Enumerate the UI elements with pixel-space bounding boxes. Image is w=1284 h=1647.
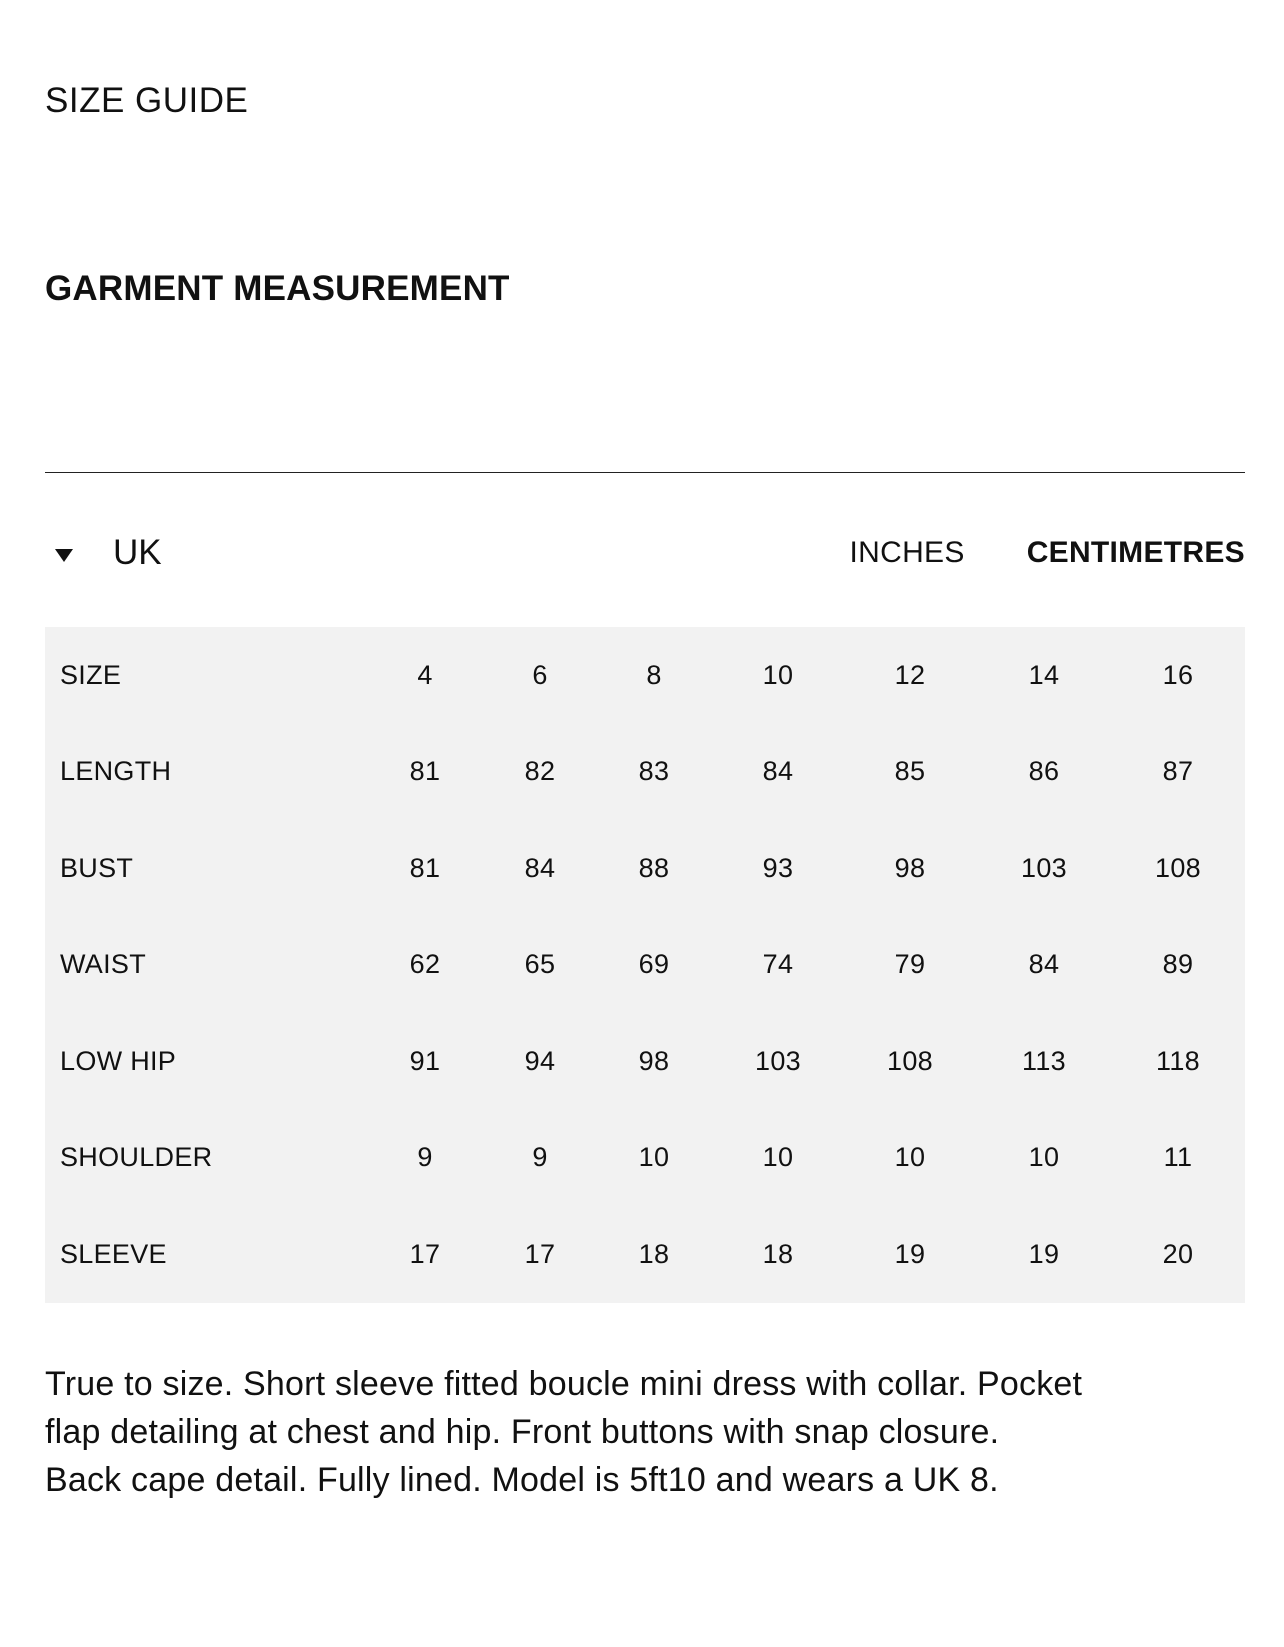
table-cell: 84 [524,852,556,883]
table-cell: 19 [894,1238,926,1269]
caret-down-icon [55,549,73,562]
table-cell: 18 [762,1238,794,1269]
table-cell: 9 [532,1142,548,1173]
section-title: GARMENT MEASUREMENT [45,269,510,308]
row-label: SLEEVE [60,1238,167,1269]
table-row [45,724,1245,821]
table-cell: 87 [1162,756,1194,787]
table-row [45,917,1245,1014]
table-cell: 10 [762,1142,794,1173]
table-cell: 6 [532,659,548,690]
table-cell: 12 [894,659,926,690]
table-cell: 10 [1028,1142,1060,1173]
table-cell: 91 [409,1045,441,1076]
table-cell: 118 [1156,1045,1200,1076]
row-label: LENGTH [60,756,172,787]
size-guide-controls [45,530,1245,576]
row-label: SHOULDER [60,1142,213,1173]
table-row [45,627,1245,724]
table-cell: 113 [1022,1045,1066,1076]
table-cell: 8 [646,659,662,690]
table-cell: 4 [417,659,433,690]
table-cell: 20 [1162,1238,1194,1269]
table-cell: 81 [409,852,441,883]
table-cell: 10 [762,659,794,690]
table-row [45,1013,1245,1110]
table-cell: 98 [894,852,926,883]
table-cell: 18 [638,1238,670,1269]
region-dropdown[interactable] [55,530,162,576]
table-cell: 82 [524,756,556,787]
measurement-table [45,627,1245,1303]
table-cell: 103 [1021,852,1067,883]
page-title: SIZE GUIDE [45,81,249,120]
table-cell: 14 [1028,659,1060,690]
table-cell: 86 [1028,756,1060,787]
table-cell: 108 [887,1045,933,1076]
product-description: True to size. Short sleeve fitted boucle mini dress with collar. Pocket flap detailing at chest and hip. Front buttons with snap closure. Back cape detail. Fully lined. Model is 5ft10 and wears a UK 8. [45,1365,1083,1499]
unit-centimetres-button[interactable]: CENTIMETRES [1026,536,1245,569]
table-row [45,820,1245,917]
table-cell: 17 [409,1238,441,1269]
table-cell: 11 [1163,1142,1193,1173]
table-cell: 19 [1028,1238,1060,1269]
table-cell: 103 [755,1045,801,1076]
unit-toggle [850,530,1245,576]
row-label: WAIST [60,949,146,980]
table-row [45,1206,1245,1303]
table-cell: 84 [762,756,794,787]
region-label: UK [113,533,162,572]
table-cell: 62 [409,949,441,980]
table-cell: 94 [524,1045,556,1076]
table-cell: 98 [638,1045,670,1076]
table-cell: 93 [762,852,794,883]
table-cell: 65 [524,949,556,980]
table-cell: 84 [1028,949,1060,980]
table-cell: 108 [1155,852,1201,883]
table-cell: 10 [894,1142,926,1173]
row-label: LOW HIP [60,1045,177,1076]
table-cell: 79 [894,949,926,980]
table-cell: 74 [762,949,794,980]
table-cell: 16 [1162,659,1194,690]
table-row [45,1110,1245,1207]
table-cell: 9 [417,1142,433,1173]
row-label: SIZE [60,659,122,690]
table-cell: 85 [894,756,926,787]
row-label: BUST [60,852,134,883]
table-cell: 17 [524,1238,556,1269]
table-cell: 81 [409,756,441,787]
table-cell: 89 [1162,949,1194,980]
unit-inches-button[interactable]: INCHES [849,536,965,569]
table-cell: 83 [638,756,670,787]
table-cell: 69 [638,949,670,980]
table-cell: 10 [638,1142,670,1173]
measurement-table-container [45,627,1245,1303]
divider [45,472,1245,473]
table-cell: 88 [638,852,670,883]
